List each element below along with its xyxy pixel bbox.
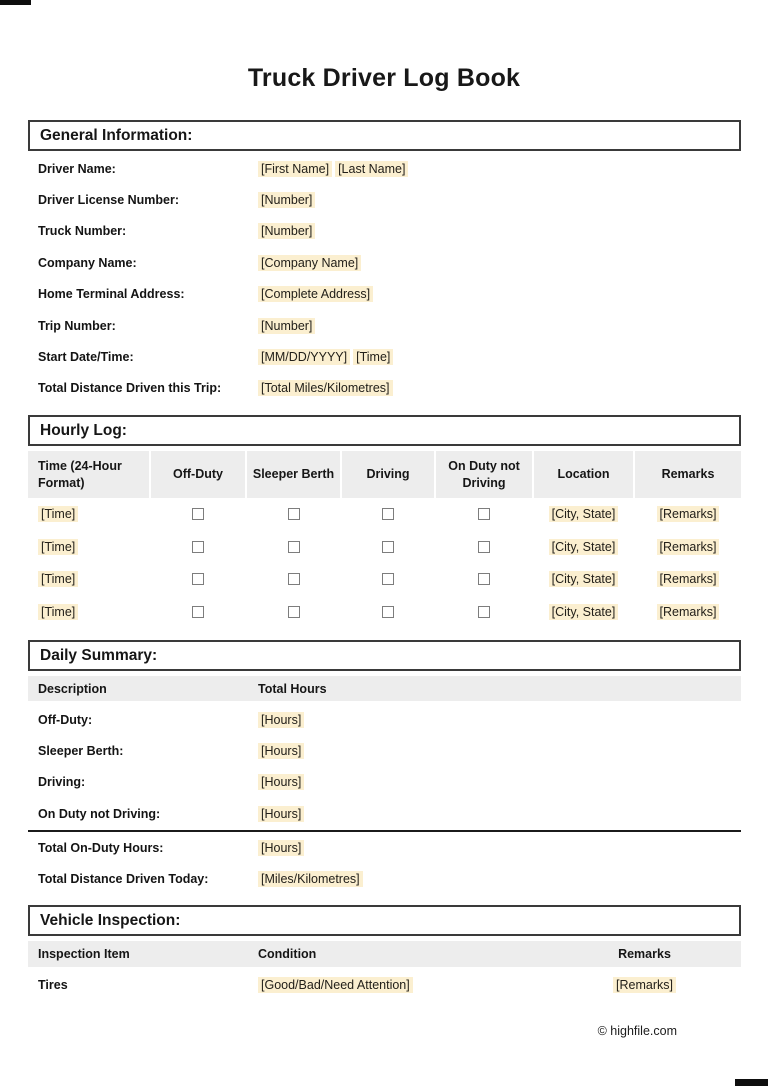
general-information-fields — [28, 153, 741, 404]
checkbox-off-duty[interactable] — [192, 606, 204, 618]
placeholder-hours[interactable]: [Hours] — [258, 806, 304, 822]
placeholder-hours[interactable]: [Hours] — [258, 774, 304, 790]
footer-credit: © highfile.com — [597, 1024, 677, 1038]
section-heading-hourly-log — [28, 415, 741, 446]
checkbox-sleeper-berth[interactable] — [288, 508, 300, 520]
placeholder-trip-number[interactable]: [Number] — [258, 318, 315, 334]
checkbox-off-duty[interactable] — [192, 508, 204, 520]
field-label: Total Distance Driven this Trip: — [38, 381, 222, 396]
field-label: Trip Number: — [38, 318, 116, 333]
field-row-trip-number — [28, 310, 741, 341]
summary-value — [258, 712, 304, 728]
page-title: Truck Driver Log Book — [247, 64, 521, 92]
placeholder-time[interactable]: [Time] — [38, 604, 78, 620]
sleeper-berth-cell — [247, 541, 340, 553]
summary-value — [258, 743, 304, 759]
remarks-cell — [635, 604, 741, 620]
off-duty-cell — [151, 606, 245, 618]
checkbox-sleeper-berth[interactable] — [288, 606, 300, 618]
column-header-on-duty-not-driving: On Duty not Driving — [436, 451, 532, 498]
checkbox-on-duty-not-driving[interactable] — [478, 508, 490, 520]
summary-row-sleeper-berth — [28, 735, 741, 766]
checkbox-off-duty[interactable] — [192, 541, 204, 553]
inspection-item-label: Tires — [38, 978, 68, 992]
daily-summary-rows — [28, 704, 741, 830]
remarks-cell — [635, 539, 741, 555]
field-row-total-distance-trip — [28, 373, 741, 404]
placeholder-location[interactable]: [City, State] — [549, 506, 619, 522]
sleeper-berth-cell — [247, 573, 340, 585]
remarks-cell — [635, 571, 741, 587]
placeholder-remarks[interactable]: [Remarks] — [613, 977, 676, 993]
placeholder-time[interactable]: [Time] — [38, 571, 78, 587]
summary-value — [258, 806, 304, 822]
on-duty-not-driving-cell — [436, 508, 532, 520]
driving-cell — [342, 541, 434, 553]
total-row-on-duty-hours — [28, 832, 741, 863]
field-row-truck-number — [28, 216, 741, 247]
sleeper-berth-cell — [247, 606, 340, 618]
total-value — [258, 840, 304, 856]
location-cell — [534, 539, 633, 555]
section-heading-vehicle-inspection — [28, 905, 741, 936]
placeholder-condition[interactable]: [Good/Bad/Need Attention] — [258, 977, 413, 993]
placeholder-license-number[interactable]: [Number] — [258, 192, 315, 208]
field-label: Driver Name: — [38, 161, 116, 176]
location-cell — [534, 604, 633, 620]
section-heading-daily-summary — [28, 640, 741, 671]
placeholder-remarks[interactable]: [Remarks] — [657, 571, 720, 587]
remarks-cell — [548, 977, 741, 993]
placeholder-location[interactable]: [City, State] — [549, 604, 619, 620]
on-duty-not-driving-cell — [436, 606, 532, 618]
column-header-description: Description — [38, 681, 107, 696]
summary-row-off-duty — [28, 704, 741, 735]
placeholder-start-time[interactable]: [Time] — [353, 349, 393, 365]
placeholder-location[interactable]: [City, State] — [549, 539, 619, 555]
placeholder-hours[interactable]: [Hours] — [258, 743, 304, 759]
placeholder-remarks[interactable]: [Remarks] — [657, 539, 720, 555]
condition-cell — [258, 977, 548, 993]
field-value — [258, 380, 393, 396]
hourly-log-rows — [28, 498, 741, 628]
column-header-driving: Driving — [342, 451, 434, 498]
hourly-log-row — [28, 563, 741, 596]
driving-cell — [342, 573, 434, 585]
field-value — [258, 255, 361, 271]
column-header-remarks: Remarks — [635, 451, 741, 498]
field-label: Company Name: — [38, 255, 137, 270]
location-cell — [534, 506, 633, 522]
placeholder-start-date[interactable]: [MM/DD/YYYY] — [258, 349, 350, 365]
time-cell — [28, 571, 149, 587]
placeholder-total-hours[interactable]: [Hours] — [258, 840, 304, 856]
field-value — [258, 318, 315, 334]
field-value — [258, 223, 315, 239]
column-header-condition: Condition — [258, 947, 317, 961]
checkbox-on-duty-not-driving[interactable] — [478, 606, 490, 618]
column-header-inspection-item: Inspection Item — [38, 947, 130, 961]
daily-summary-totals — [28, 832, 741, 895]
summary-label: Off-Duty: — [38, 712, 93, 727]
time-cell — [28, 604, 149, 620]
checkbox-sleeper-berth[interactable] — [288, 541, 300, 553]
driving-cell — [342, 606, 434, 618]
hourly-log-row — [28, 596, 741, 629]
placeholder-time[interactable]: [Time] — [38, 506, 78, 522]
total-value — [258, 871, 363, 887]
off-duty-cell — [151, 508, 245, 520]
field-label: Start Date/Time: — [38, 350, 134, 365]
placeholder-complete-address[interactable]: [Complete Address] — [258, 286, 373, 302]
column-header-location: Location — [534, 451, 633, 498]
section-heading-label: Daily Summary: — [40, 646, 158, 664]
time-cell — [28, 539, 149, 555]
location-cell — [534, 571, 633, 587]
summary-label: On Duty not Driving: — [38, 806, 161, 821]
hourly-log-header-row — [28, 451, 741, 498]
placeholder-remarks[interactable]: [Remarks] — [657, 604, 720, 620]
placeholder-location[interactable]: [City, State] — [549, 571, 619, 587]
checkbox-sleeper-berth[interactable] — [288, 573, 300, 585]
hourly-log-row — [28, 498, 741, 531]
placeholder-last-name[interactable]: [Last Name] — [335, 161, 408, 177]
off-duty-cell — [151, 541, 245, 553]
column-header-sleeper-berth: Sleeper Berth — [247, 451, 340, 498]
field-value — [258, 161, 408, 177]
checkbox-driving[interactable] — [382, 573, 394, 585]
field-row-company-name — [28, 247, 741, 278]
summary-label: Driving: — [38, 775, 86, 790]
column-header-off-duty: Off-Duty — [151, 451, 245, 498]
placeholder-total-distance-trip[interactable]: [Total Miles/Kilometres] — [258, 380, 393, 396]
column-header-total-hours: Total Hours — [258, 681, 327, 696]
sleeper-berth-cell — [247, 508, 340, 520]
checkbox-driving[interactable] — [382, 541, 394, 553]
section-heading-label: Vehicle Inspection: — [40, 911, 181, 929]
section-heading-label: Hourly Log: — [40, 421, 127, 439]
section-heading-label: General Information: — [40, 126, 193, 144]
field-row-driver-name — [28, 153, 741, 184]
field-row-home-terminal-address — [28, 279, 741, 310]
placeholder-first-name[interactable]: [First Name] — [258, 161, 332, 177]
hourly-log-row — [28, 531, 741, 564]
time-cell — [28, 506, 149, 522]
field-value — [258, 349, 393, 365]
field-value — [258, 286, 373, 302]
summary-row-driving — [28, 767, 741, 798]
checkbox-driving[interactable] — [382, 508, 394, 520]
checkbox-off-duty[interactable] — [192, 573, 204, 585]
column-header-time: Time (24-Hour Format) — [28, 451, 149, 498]
checkbox-on-duty-not-driving[interactable] — [478, 541, 490, 553]
column-header-remarks: Remarks — [618, 947, 671, 961]
placeholder-remarks[interactable]: [Remarks] — [657, 506, 720, 522]
field-row-driver-license-number — [28, 184, 741, 215]
section-heading-general-information — [28, 120, 741, 151]
summary-label: Sleeper Berth: — [38, 744, 124, 759]
field-value — [258, 192, 315, 208]
driving-cell — [342, 508, 434, 520]
placeholder-hours[interactable]: [Hours] — [258, 712, 304, 728]
checkbox-on-duty-not-driving[interactable] — [478, 573, 490, 585]
placeholder-company-name[interactable]: [Company Name] — [258, 255, 361, 271]
field-label: Truck Number: — [38, 224, 127, 239]
page-corner-bar-top — [0, 0, 31, 5]
total-label: Total Distance Driven Today: — [38, 872, 209, 887]
total-label: Total On-Duty Hours: — [38, 840, 164, 855]
total-row-distance-today — [28, 863, 741, 894]
on-duty-not-driving-cell — [436, 573, 532, 585]
summary-row-on-duty-not-driving — [28, 798, 741, 829]
field-row-start-date-time — [28, 341, 741, 372]
field-label: Driver License Number: — [38, 193, 180, 208]
daily-summary-header-row — [28, 676, 741, 701]
placeholder-truck-number[interactable]: [Number] — [258, 223, 315, 239]
placeholder-time[interactable]: [Time] — [38, 539, 78, 555]
on-duty-not-driving-cell — [436, 541, 532, 553]
page-corner-bar-bottom — [735, 1079, 768, 1086]
field-label: Home Terminal Address: — [38, 287, 185, 302]
placeholder-distance-today[interactable]: [Miles/Kilometres] — [258, 871, 363, 887]
checkbox-driving[interactable] — [382, 606, 394, 618]
summary-value — [258, 774, 304, 790]
remarks-cell — [635, 506, 741, 522]
inspection-row-tires — [28, 969, 741, 1001]
vehicle-inspection-header-row — [28, 941, 741, 967]
off-duty-cell — [151, 573, 245, 585]
